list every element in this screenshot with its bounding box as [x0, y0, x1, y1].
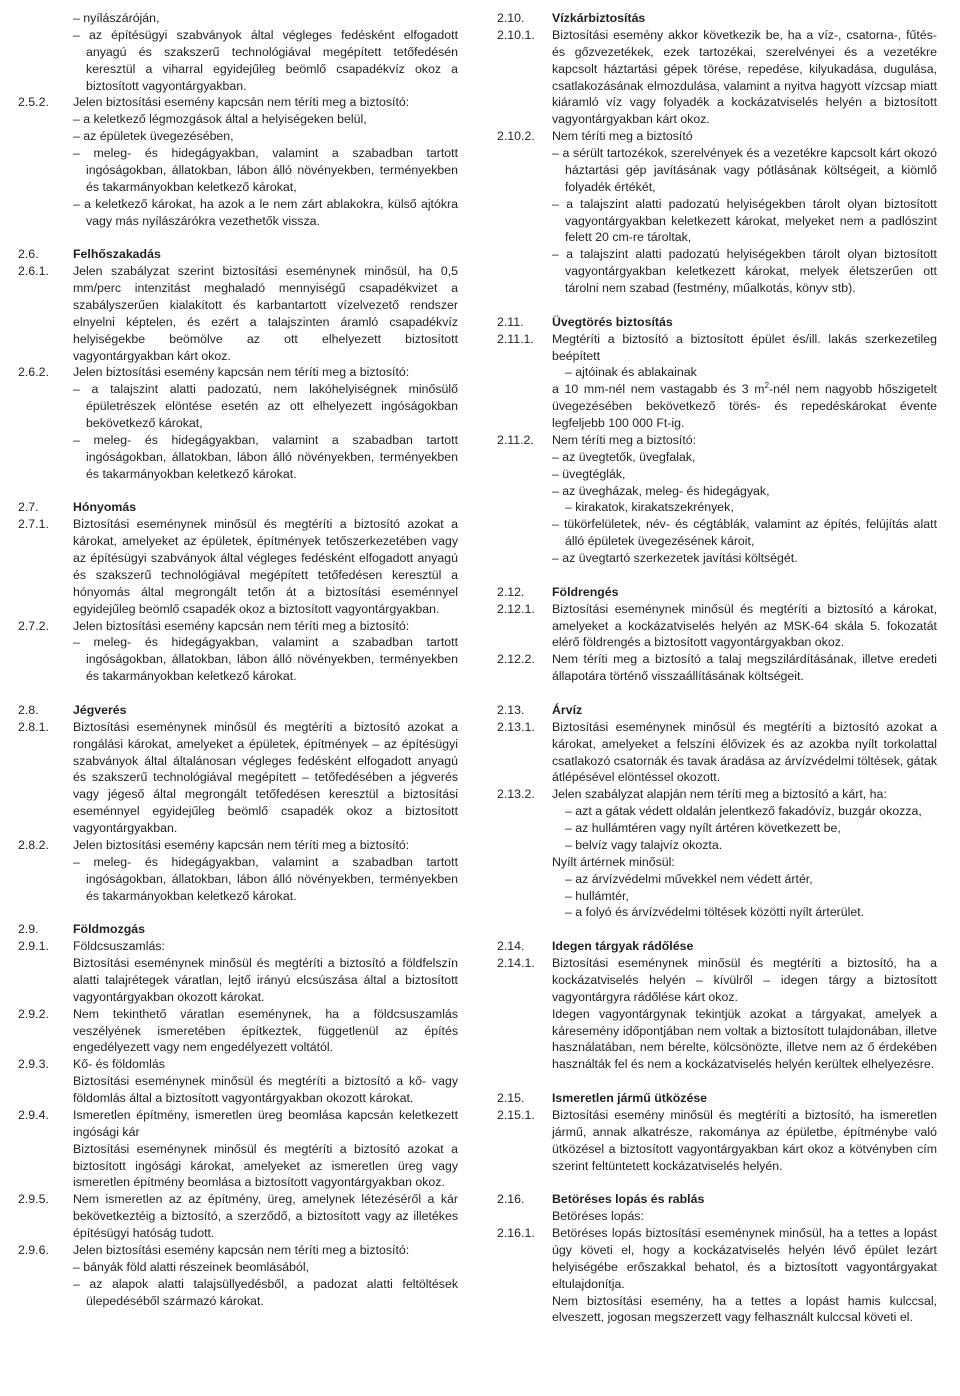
clause-text: Biztosítási esemény minősül és megtéríti a biztosító, ha ismeretlen jármű, annak alkatrésze, rakománya az épületbe, építménybe való ütközésel a biztosított vagyontárgyakban kárt okoz a kötvényben cím szerint feltüntetett kockázatviselés helyén.	[552, 1107, 937, 1173]
section-number: 2.14.	[497, 939, 525, 954]
clause-text: Biztosítási eseménynek minősül és megtéríti a biztosító azokat a károkat, amelyeket az épületek, építmények tetőszerkezetében vagy az építésügyi szabványok által végleges fedésként elfogadott anyagú és szakszerű technológiával megépített tetőfedésen keresztül a hónyomás által megrongált tetőn át a biztosítási eseménnyel egyidejűleg beömlő csapadék okoz a biztosított vagyontárgyakban.	[73, 517, 458, 616]
list-item: – az hullámtéren vagy nyílt ártéren következett be,	[565, 821, 841, 835]
clause-2-11-1	[497, 331, 937, 432]
list-item: – kirakatok, kirakatszekrények,	[565, 500, 734, 515]
section-heading-2-16	[497, 1191, 937, 1208]
clause-number: 2.6.2.	[18, 365, 49, 380]
clause-text: Nem téríti meg a biztosító a talaj megszilárdításának, illetve eredeti állapotára történő visszaállításának költségeit.	[552, 652, 937, 684]
list-item: – a keletkező légmozgások által a helyiségeken belül,	[73, 112, 367, 127]
clause-number: 2.10.2.	[497, 129, 535, 144]
clause-2-7-2	[18, 618, 458, 686]
list-item: – a talajszint alatti padozatú, nem lakóhelyiségnek minősülő épületrészek elöntése esetén az ott elhelyezett ingóságokban bekövetkező károkat,	[73, 382, 458, 430]
list-item: – a keletkező károkat, ha azok a le nem zárt ablakokra, külső ajtókra vagy más nyílászárókra vezethetők vissza.	[73, 196, 458, 228]
section-title: Felhőszakadás	[73, 247, 161, 262]
list-item: – az üvegtetők, üvegfalak,	[552, 449, 696, 464]
section-heading-2-14	[497, 938, 937, 955]
clause-text: Nem ismeretlen az az építmény, üreg, amelynek létezéséről a kár bekövetkeztéig a biztosító, a szerződő, a biztosított vagy az illetékes építésügyi hatóság tudott.	[73, 1192, 458, 1240]
list-item: – azt a gátak védett oldalán jelentkező fakadóvíz, buzgár okozza,	[565, 804, 922, 819]
section-number: 2.7.	[18, 500, 39, 515]
section-title: Földmozgás	[73, 922, 146, 937]
list-item: – az alapok alatti talajsüllyedésből, a padozat alatti feltöltések ülepedéséből származó károkat.	[73, 1276, 458, 1308]
clause-text: Nem biztosítási esemény, ha a tettes a lopást hamis kulccsal, elveszett, jogosan megszerzett vagy felhasznált kulccsal követi el.	[552, 1293, 937, 1325]
clause-2-9-4	[18, 1107, 458, 1191]
clause-2-10-1	[497, 27, 937, 128]
clause-intro: Jelen szabályzat alapján nem téríti meg a biztosító a kárt, ha:	[552, 787, 887, 802]
clause-2-9-2	[18, 1006, 458, 1057]
clause-title: Ismeretlen építmény, ismeretlen üreg beomlása kapcsán keletkezett ingósági kár	[73, 1107, 458, 1139]
section-heading-2-9	[18, 921, 458, 938]
clause-2-9-6	[18, 1242, 458, 1310]
clause-2-5-2	[18, 94, 458, 229]
clause-number: 2.7.1.	[18, 517, 49, 532]
clause-number: 2.12.2.	[497, 652, 535, 667]
clause-number: 2.6.1.	[18, 264, 49, 279]
section-number: 2.6.	[18, 247, 39, 262]
clause-number: 2.11.1.	[497, 331, 534, 346]
list-item: – nyílászáróján,	[73, 11, 160, 25]
clause-subtitle: Nyílt ártérnek minősül:	[552, 854, 675, 869]
section-number: 2.8.	[18, 702, 39, 717]
clause-text: Jelen szabályzat szerint biztosítási eseménynek minősül, ha 0,5 mm/perc intenzitást meghaladó mennyiségű csapadékvizet a szabályszerűen kialakított és karbantartott vízelvezető rendszer elnyelni képtelen, és ezért a talajszinten áramló csapadékvíz helyiségekbe beömölve az ott elhelyezett biztosított vagyontárgyakban kárt okoz.	[73, 264, 458, 363]
clause-number: 2.9.2.	[18, 1006, 49, 1021]
section-title: Árvíz	[552, 702, 583, 717]
section-heading-2-6	[18, 246, 458, 263]
clause-intro: Nem téríti meg a biztosító:	[552, 432, 697, 447]
section-number: 2.13.	[497, 702, 525, 717]
clause-intro: Jelen biztosítási esemény kapcsán nem téríti meg a biztosító:	[73, 365, 410, 380]
section-title: Földrengés	[552, 584, 619, 599]
clause-2-9-3	[18, 1056, 458, 1107]
clause-2-15-1	[497, 1107, 937, 1175]
list-item: – bányák föld alatti részeinek beomlásából,	[73, 1259, 310, 1274]
clause-intro: Jelen biztosítási esemény kapcsán nem téríti meg a biztosító:	[73, 1242, 410, 1257]
list-item: – az épületek üvegezésében,	[73, 129, 234, 144]
section-number: 2.10.	[497, 11, 525, 25]
clause-number: 2.11.2.	[497, 432, 534, 447]
clause-text: Betöréses lopás biztosítási eseménynek minősül, ha a tettes a lopást úgy követi el, hogy a kockázatviselés helyén lévő épület lezárt helyiségébe erőszakkal behatol, és a biztosított vagyontárgyakat eltulajdonítja.	[552, 1226, 937, 1291]
right-column	[497, 10, 937, 1326]
clause-text: Biztosítási eseménynek minősül és megtéríti a biztosító azokat a rongálási károkat, amelyeket a épületek, építmények – az építésügyi szabványok által általánosan végleges fedésként elfogadott anyagú és szakszerű technológiával megépített – tetőfedésében a jégverés vagy jégeső által megrongált tetőfedésen keresztül a biztosítási eseménnyel egyidejűleg beömlő csapadék okoz a biztosított vagyontárgyakban.	[73, 719, 458, 835]
clause-text: Nem tekinthető váratlan eseménynek, ha a földcsuszamlás veszélyének ismeretében építkeztek, függetlenül az építés engedélyezett vagy nem engedélyezett voltától.	[73, 1006, 458, 1055]
list-item: – az építésügyi szabványok által végleges fedésként elfogadott anyagú és szakszerű technológiával megépített tetőfedésén keresztül a viharral egyidejűleg beömlő csapadékvíz okoz a biztosított vagyontárgyakban.	[73, 27, 458, 93]
clause-number: 2.15.1.	[497, 1107, 535, 1122]
list-item: – az üvegházak, meleg- és hidegágyak,	[552, 483, 770, 498]
clause-2-6-2	[18, 364, 458, 482]
clause-2-13-2	[497, 786, 937, 921]
clause-2-9-1	[18, 938, 458, 1006]
section-number: 2.9.	[18, 922, 39, 937]
clause-number: 2.9.4.	[18, 1107, 49, 1122]
clause-number: 2.14.1.	[497, 956, 535, 970]
list-item: – a talajszint alatti padozatú helyiségekben tárolt olyan biztosított vagyontárgyakban keletkezett károkat, melyek életszerűen ott tárolni nem szabad (festmény, műalkotás, könyv stb).	[552, 247, 937, 295]
section-title: Hónyomás	[73, 500, 137, 515]
section-title: Jégverés	[73, 702, 127, 717]
clause-intro: Megtéríti a biztosító a biztosított épület és/ill. lakás szerkezetileg beépített	[552, 331, 937, 363]
section-heading-2-15	[497, 1090, 937, 1107]
left-column	[18, 10, 458, 1309]
list-item: – ajtóinak és ablakainak	[565, 365, 697, 380]
section-number: 2.11.	[497, 314, 524, 329]
clause-number: 2.9.3.	[18, 1057, 49, 1072]
clause-number: 2.9.1.	[18, 939, 49, 954]
section-heading-2-11	[497, 314, 937, 331]
clause-text: Biztosítási eseménynek minősül és megtéríti a biztosító a kő- vagy földomlás által a biztosított vagyontárgyakban okozott károkat.	[73, 1074, 458, 1105]
list-item: – meleg- és hidegágyakban, valamint a szabadban tartott ingóságokban, állatokban, lábon álló növényekben, terményekben és takarmányokban keletkező károkat.	[73, 635, 458, 684]
list-item: – a folyó és árvízvédelmi töltések közötti nyílt árterület.	[565, 905, 865, 920]
section-title: Ismeretlen jármű ütközése	[552, 1091, 708, 1105]
list-item: – az üvegtartó szerkezetek javítási költségét.	[552, 551, 798, 565]
clause-number: 2.16.1.	[497, 1226, 535, 1240]
clause-2-12-1	[497, 601, 937, 652]
clause-number: 2.8.2.	[18, 837, 49, 852]
continued-items	[18, 10, 458, 94]
list-item: – tükörfelületek, név- és cégtáblák, valamint az építés, felújítás alatt álló épületek üvegezésének károit,	[552, 517, 937, 549]
clause-text: a 10 mm-nél nem vastagabb és 3 $m^2$-nél nem nagyobb hőszigetelt üvegezésében bekövetkező törés- és repedéskárokat évente legfeljebb 100 000 Ft-ig.	[552, 381, 937, 430]
list-item: – az árvízvédelmi művekkel nem védett ártér,	[565, 871, 813, 886]
clause-number: 2.12.1.	[497, 601, 535, 616]
clause-2-8-1	[18, 719, 458, 837]
list-item: – meleg- és hidegágyakban, valamint a szabadban tartott ingóságokban, állatokban, lábon álló növényekben, terményekben és takarmányokban keletkező károkat.	[73, 854, 458, 903]
clause-title: Kő- és földomlás	[73, 1057, 165, 1072]
clause-text: Biztosítási eseménynek minősül és megtéríti a biztosító azokat a károkat, amelyeket a felszíni élővizek és az azokba nyílt torkolattal csatlakozó csatornák és tavak áradása az árvízvédelmi töltések, gátak átlépésével elöntéssel okozott.	[552, 719, 937, 785]
clause-text: Idegen vagyontárgynak tekintjük azokat a tárgyakat, amelyek a káresemény időpontjában nem voltak a biztosított tulajdonában, illetve használatában, nem bérelte, kölcsönözte, illetve nem az ő érdekében használták fel és nem a kockázatviselés helyén kerültek elhelyezésre.	[552, 1006, 937, 1072]
section-heading-2-10	[497, 10, 937, 27]
clause-number: 2.9.5.	[18, 1192, 49, 1207]
list-item: – a talajszint alatti padozatú helyiségekben tárolt olyan biztosított vagyontárgyakban keletkezett károkat, melyeket nem a padlószint felett 20 cm-re tároltak,	[552, 196, 937, 245]
clause-2-9-5	[18, 1191, 458, 1242]
clause-2-7-1	[18, 516, 458, 617]
clause-number: 2.7.2.	[18, 618, 49, 633]
section-title: Betöréses lopás és rablás	[552, 1192, 705, 1207]
section-title: Üvegtörés biztosítás	[552, 314, 673, 329]
section-heading-2-8	[18, 702, 458, 719]
clause-text: Biztosítási esemény akkor következik be, ha a víz-, csatorna-, fűtés- és gőzvezetékek, ezek tartozékai, szerelvényei és a vezetékre kapcsolt háztartási gépek törése, repedése, kilyukadása, dugulása, csatlakozásának elmozdulása, valamint a nyitva hagyott vízcsap miatt kiáramló víz vagy folyadék a kockázatviselés helyén a biztosított vagyontárgyakban kárt okoz.	[552, 27, 937, 127]
clause-2-8-2	[18, 837, 458, 905]
clause-2-6-1	[18, 263, 458, 364]
clause-number: 2.5.2.	[18, 95, 49, 110]
section-heading-2-13	[497, 702, 937, 719]
clause-text: Biztosítási eseménynek minősül és megtéríti a biztosító a károkat, amelyeket a kockázatviselés helyén az MSK-64 skála 5. fokozatát elérő földrengés a biztosított vagyontárgyakban okoz.	[552, 601, 937, 650]
clause-number: 2.9.6.	[18, 1242, 49, 1257]
clause-text: Biztosítási eseménynek minősül és megtéríti a biztosító, ha a kockázatviselés helyén – kívülről – idegen tárgy a biztosított vagyontárgyra rádőlése kárt okoz.	[552, 956, 937, 1004]
clause-number: 2.13.2.	[497, 787, 535, 802]
clause-2-13-1	[497, 719, 937, 787]
clause-intro: Nem téríti meg a biztosító	[552, 129, 693, 144]
clause-title: Földcsuszamlás:	[73, 939, 165, 954]
clause-intro: Jelen biztosítási esemény kapcsán nem téríti meg a biztosító:	[73, 95, 410, 110]
section-number: 2.12.	[497, 584, 525, 599]
list-item: – üvegtéglák,	[552, 466, 626, 481]
section-heading-2-7	[18, 499, 458, 516]
section-heading-2-12	[497, 584, 937, 601]
subsection-label: Betöréses lopás:	[552, 1209, 644, 1224]
list-item: – meleg- és hidegágyakban, valamint a szabadban tartott ingóságokban, állatokban, lábon álló növényekben, terményekben és takarmányokban keletkező károkat.	[73, 432, 458, 481]
clause-number: 2.10.1.	[497, 27, 535, 42]
section-title: Idegen tárgyak rádőlése	[552, 939, 694, 954]
clause-intro: Jelen biztosítási esemény kapcsán nem téríti meg a biztosító:	[73, 618, 410, 633]
clause-text: Biztosítási eseménynek minősül és megtéríti a biztosító a földfelszín alatti talajrétegek váratlan, lejtő irányú elcsúszása által a biztosított vagyontárgyakban okozott károkat.	[73, 956, 458, 1004]
clause-intro: Jelen biztosítási esemény kapcsán nem téríti meg a biztosító:	[73, 837, 410, 852]
clause-2-12-2	[497, 651, 937, 685]
list-item: – meleg- és hidegágyakban, valamint a szabadban tartott ingóságokban, állatokban, lábon álló növényekben, terményekben és takarmányokban keletkező károkat,	[73, 146, 458, 194]
clause-text: Biztosítási eseménynek minősül és megtéríti a biztosító azokat a biztosított ingósági károkat, amelyeket az ismeretlen üreg vagy ismeretlen építmény beomlása a biztosított vagyontárgyakban okoz.	[73, 1141, 458, 1190]
clause-2-10-2	[497, 128, 937, 297]
clause-2-14-1	[497, 955, 937, 1073]
section-number: 2.15.	[497, 1091, 525, 1105]
clause-number: 2.8.1.	[18, 719, 49, 734]
clause-number: 2.13.1.	[497, 719, 535, 734]
section-title: Vízkárbiztosítás	[552, 11, 646, 25]
section-number: 2.16.	[497, 1192, 525, 1207]
list-item: – hullámtér,	[565, 888, 629, 903]
list-item: – belvíz vagy talajvíz okozta.	[565, 837, 723, 852]
clause-2-11-2	[497, 432, 937, 567]
clause-2-16-1	[497, 1225, 937, 1326]
list-item: – a sérült tartozékok, szerelvények és a vezetékre kapcsolt kárt okozó háztartási gép javításának vagy pótlásának költségeit, a kiömlő folyadék értékét,	[552, 146, 937, 194]
